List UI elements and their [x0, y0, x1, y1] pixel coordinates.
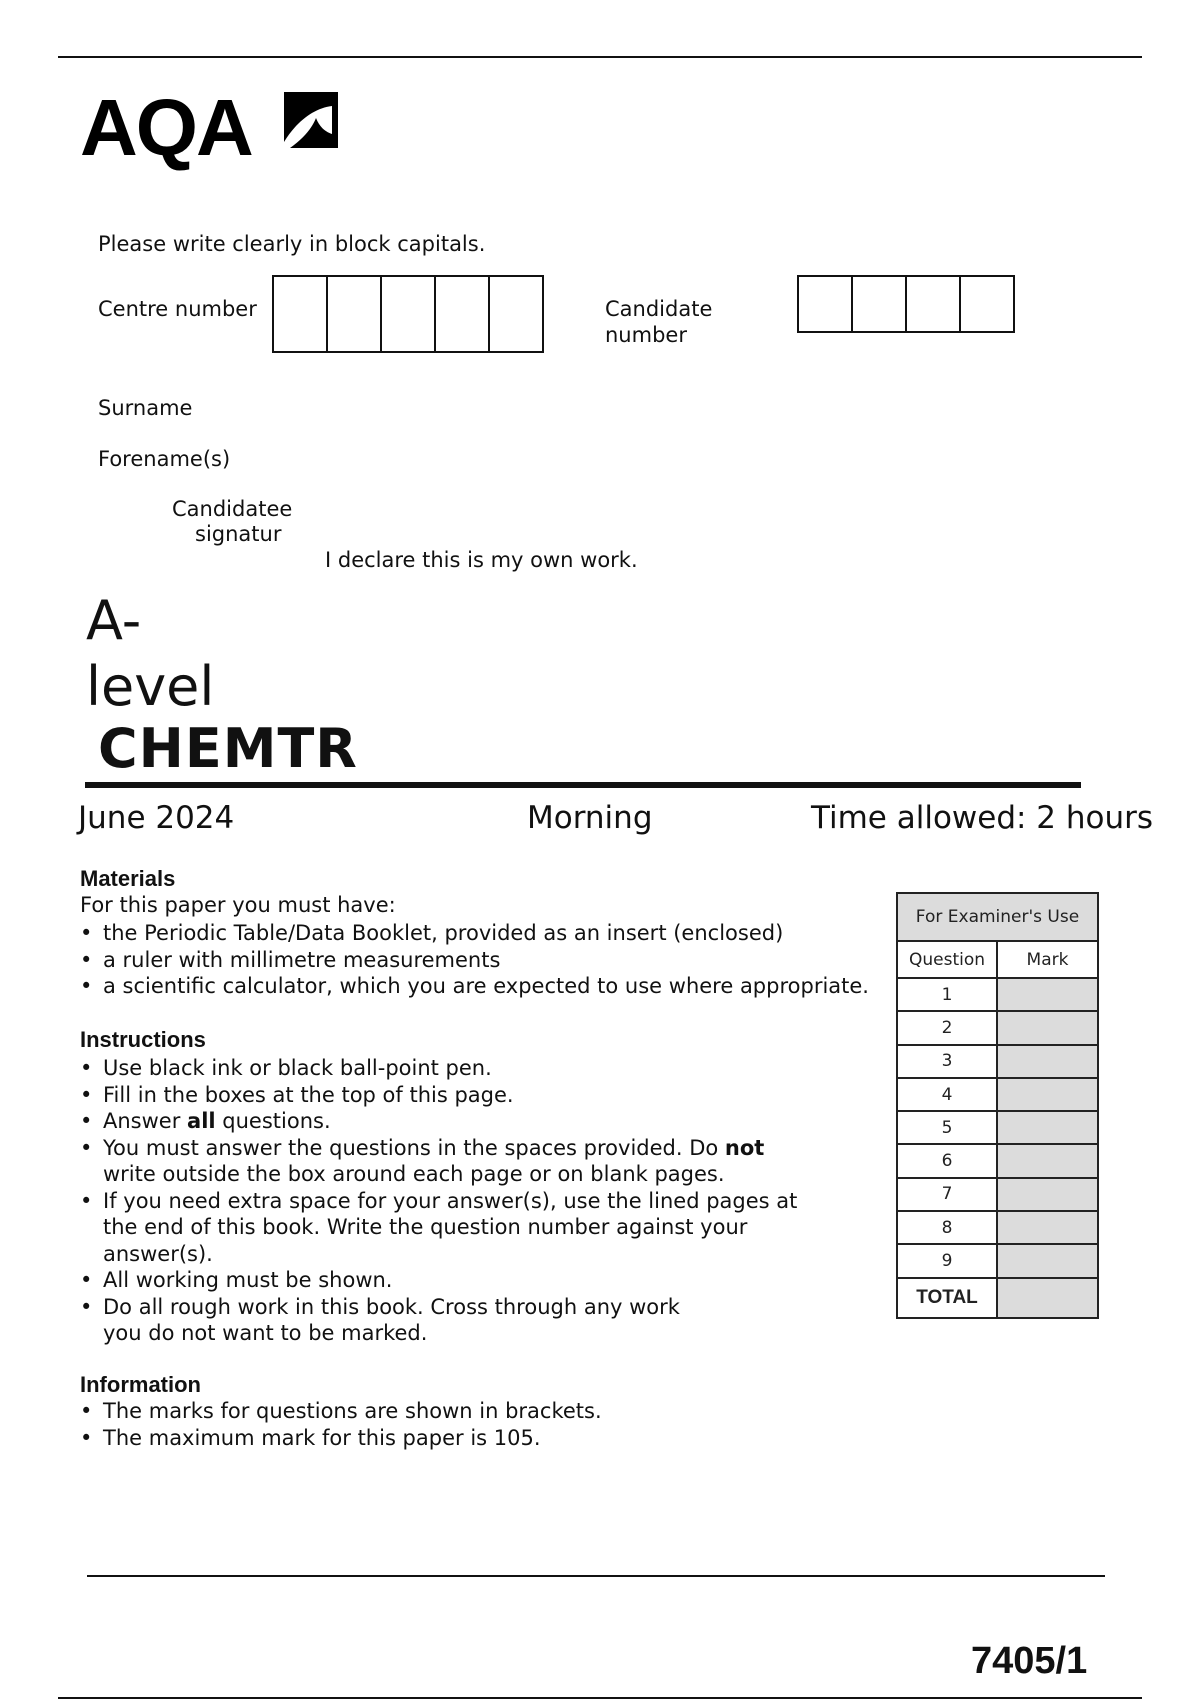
item-bold: all — [187, 1109, 216, 1133]
mark-cell — [998, 1046, 1097, 1077]
list-item — [80, 1294, 880, 1347]
top-rule — [58, 56, 1142, 58]
exam-date: June 2024 — [78, 800, 235, 836]
information-list — [80, 1398, 880, 1451]
question-number: 1 — [898, 979, 998, 1010]
subject-title: CHEMTR — [98, 717, 358, 780]
list-item: • Fill in the boxes at the top of this page. — [80, 1082, 880, 1109]
candidate-number-label-line2: number — [605, 323, 687, 347]
item-text: If you need extra space for your answer(s), use the lined pages at — [103, 1188, 798, 1213]
forenames-label: Forename(s) — [98, 447, 231, 471]
table-row — [898, 1112, 1097, 1145]
candidate-number-digit-box[interactable] — [853, 277, 907, 331]
item-text: you do not want to be marked. — [103, 1321, 428, 1345]
list-item — [80, 1188, 880, 1268]
centre-number-digit-box[interactable] — [274, 277, 328, 351]
centre-number-digit-box[interactable] — [328, 277, 382, 351]
aqa-logo: AQA — [80, 83, 252, 172]
table-row — [898, 1145, 1097, 1178]
title-rule — [85, 782, 1081, 788]
level-line2: level — [86, 655, 215, 718]
level-line1: A- — [86, 589, 142, 652]
centre-number-label: Centre number — [98, 297, 257, 321]
examiners-use-title: For Examiner's Use — [898, 894, 1097, 942]
question-number: 7 — [898, 1179, 998, 1210]
total-label: TOTAL — [898, 1279, 998, 1317]
paper-code: 7405/1 — [971, 1640, 1088, 1682]
signature-label-line1: Candidatee — [172, 497, 293, 521]
footer-rule — [87, 1575, 1105, 1577]
question-number: 2 — [898, 1012, 998, 1043]
information-heading: Information — [80, 1372, 201, 1397]
total-row — [898, 1279, 1097, 1317]
examiners-use-table — [896, 892, 1099, 1319]
mark-cell — [998, 1012, 1097, 1043]
aqa-logo-mark-icon — [284, 92, 340, 150]
table-row — [898, 1179, 1097, 1212]
signature-label-line2: signatur — [195, 522, 282, 546]
materials-list — [80, 920, 940, 1000]
mark-cell — [998, 1145, 1097, 1176]
centre-number-digit-box[interactable] — [382, 277, 436, 351]
list-item: • Use black ink or black ball-point pen. — [80, 1055, 880, 1082]
centre-number-boxes[interactable] — [272, 275, 544, 353]
mark-cell — [998, 1179, 1097, 1210]
instructions-list — [80, 1055, 880, 1347]
mark-cell — [998, 1245, 1097, 1276]
question-number: 5 — [898, 1112, 998, 1143]
candidate-number-digit-box[interactable] — [961, 277, 1013, 331]
mark-cell — [998, 1212, 1097, 1243]
question-column-header: Question — [898, 942, 998, 977]
table-row — [898, 1212, 1097, 1245]
question-number: 6 — [898, 1145, 998, 1176]
list-item: • All working must be shown. — [80, 1267, 880, 1294]
item-text: questions. — [215, 1109, 331, 1133]
total-mark-cell — [998, 1279, 1097, 1317]
question-number: 8 — [898, 1212, 998, 1243]
item-text: Answer — [103, 1109, 188, 1133]
exam-session: Morning — [527, 800, 653, 836]
item-text: the end of this book. Write the question number against your — [103, 1215, 748, 1239]
centre-number-digit-box[interactable] — [436, 277, 490, 351]
list-item — [80, 1135, 880, 1188]
item-text: You must answer the questions in the spaces provided. Do — [103, 1135, 725, 1160]
surname-label: Surname — [98, 396, 193, 420]
mark-column-header: Mark — [998, 942, 1097, 977]
materials-intro: For this paper you must have: — [80, 893, 396, 917]
candidate-number-label-line1: Candidate — [605, 297, 713, 321]
list-item: • a ruler with millimetre measurements — [80, 947, 940, 974]
question-number: 4 — [898, 1079, 998, 1110]
table-row — [898, 1046, 1097, 1079]
mark-cell — [998, 1112, 1097, 1143]
item-text: answer(s). — [103, 1241, 213, 1266]
item-text: write outside the box around each page or on blank pages. — [103, 1162, 725, 1186]
mark-cell — [998, 979, 1097, 1010]
question-number: 3 — [898, 1046, 998, 1077]
candidate-number-digit-box[interactable] — [907, 277, 961, 331]
centre-number-digit-box[interactable] — [490, 277, 542, 351]
list-item — [80, 1108, 880, 1135]
item-text: Do all rough work in this book. Cross through any work — [103, 1294, 680, 1319]
list-item: • a scientific calculator, which you are expected to use where appropriate. — [80, 973, 940, 1000]
bottom-rule — [58, 1697, 1142, 1699]
list-item: • The marks for questions are shown in brackets. — [80, 1398, 880, 1425]
table-header-row — [898, 942, 1097, 979]
table-row — [898, 1079, 1097, 1112]
list-item: • The maximum mark for this paper is 105. — [80, 1425, 880, 1452]
table-row — [898, 979, 1097, 1012]
candidate-number-boxes[interactable] — [797, 275, 1015, 333]
instructions-heading: Instructions — [80, 1027, 206, 1052]
question-number: 9 — [898, 1245, 998, 1276]
candidate-number-digit-box[interactable] — [799, 277, 853, 331]
item-bold: not — [724, 1135, 765, 1160]
block-capitals-instruction: Please write clearly in block capitals. — [98, 232, 486, 256]
time-allowed: Time allowed: 2 hours — [811, 800, 1154, 836]
table-row — [898, 1012, 1097, 1045]
list-item: • the Periodic Table/Data Booklet, provided as an insert (enclosed) — [80, 920, 940, 947]
mark-cell — [998, 1079, 1097, 1110]
declaration-text: I declare this is my own work. — [325, 548, 638, 572]
materials-heading: Materials — [80, 866, 176, 891]
table-row — [898, 1245, 1097, 1278]
